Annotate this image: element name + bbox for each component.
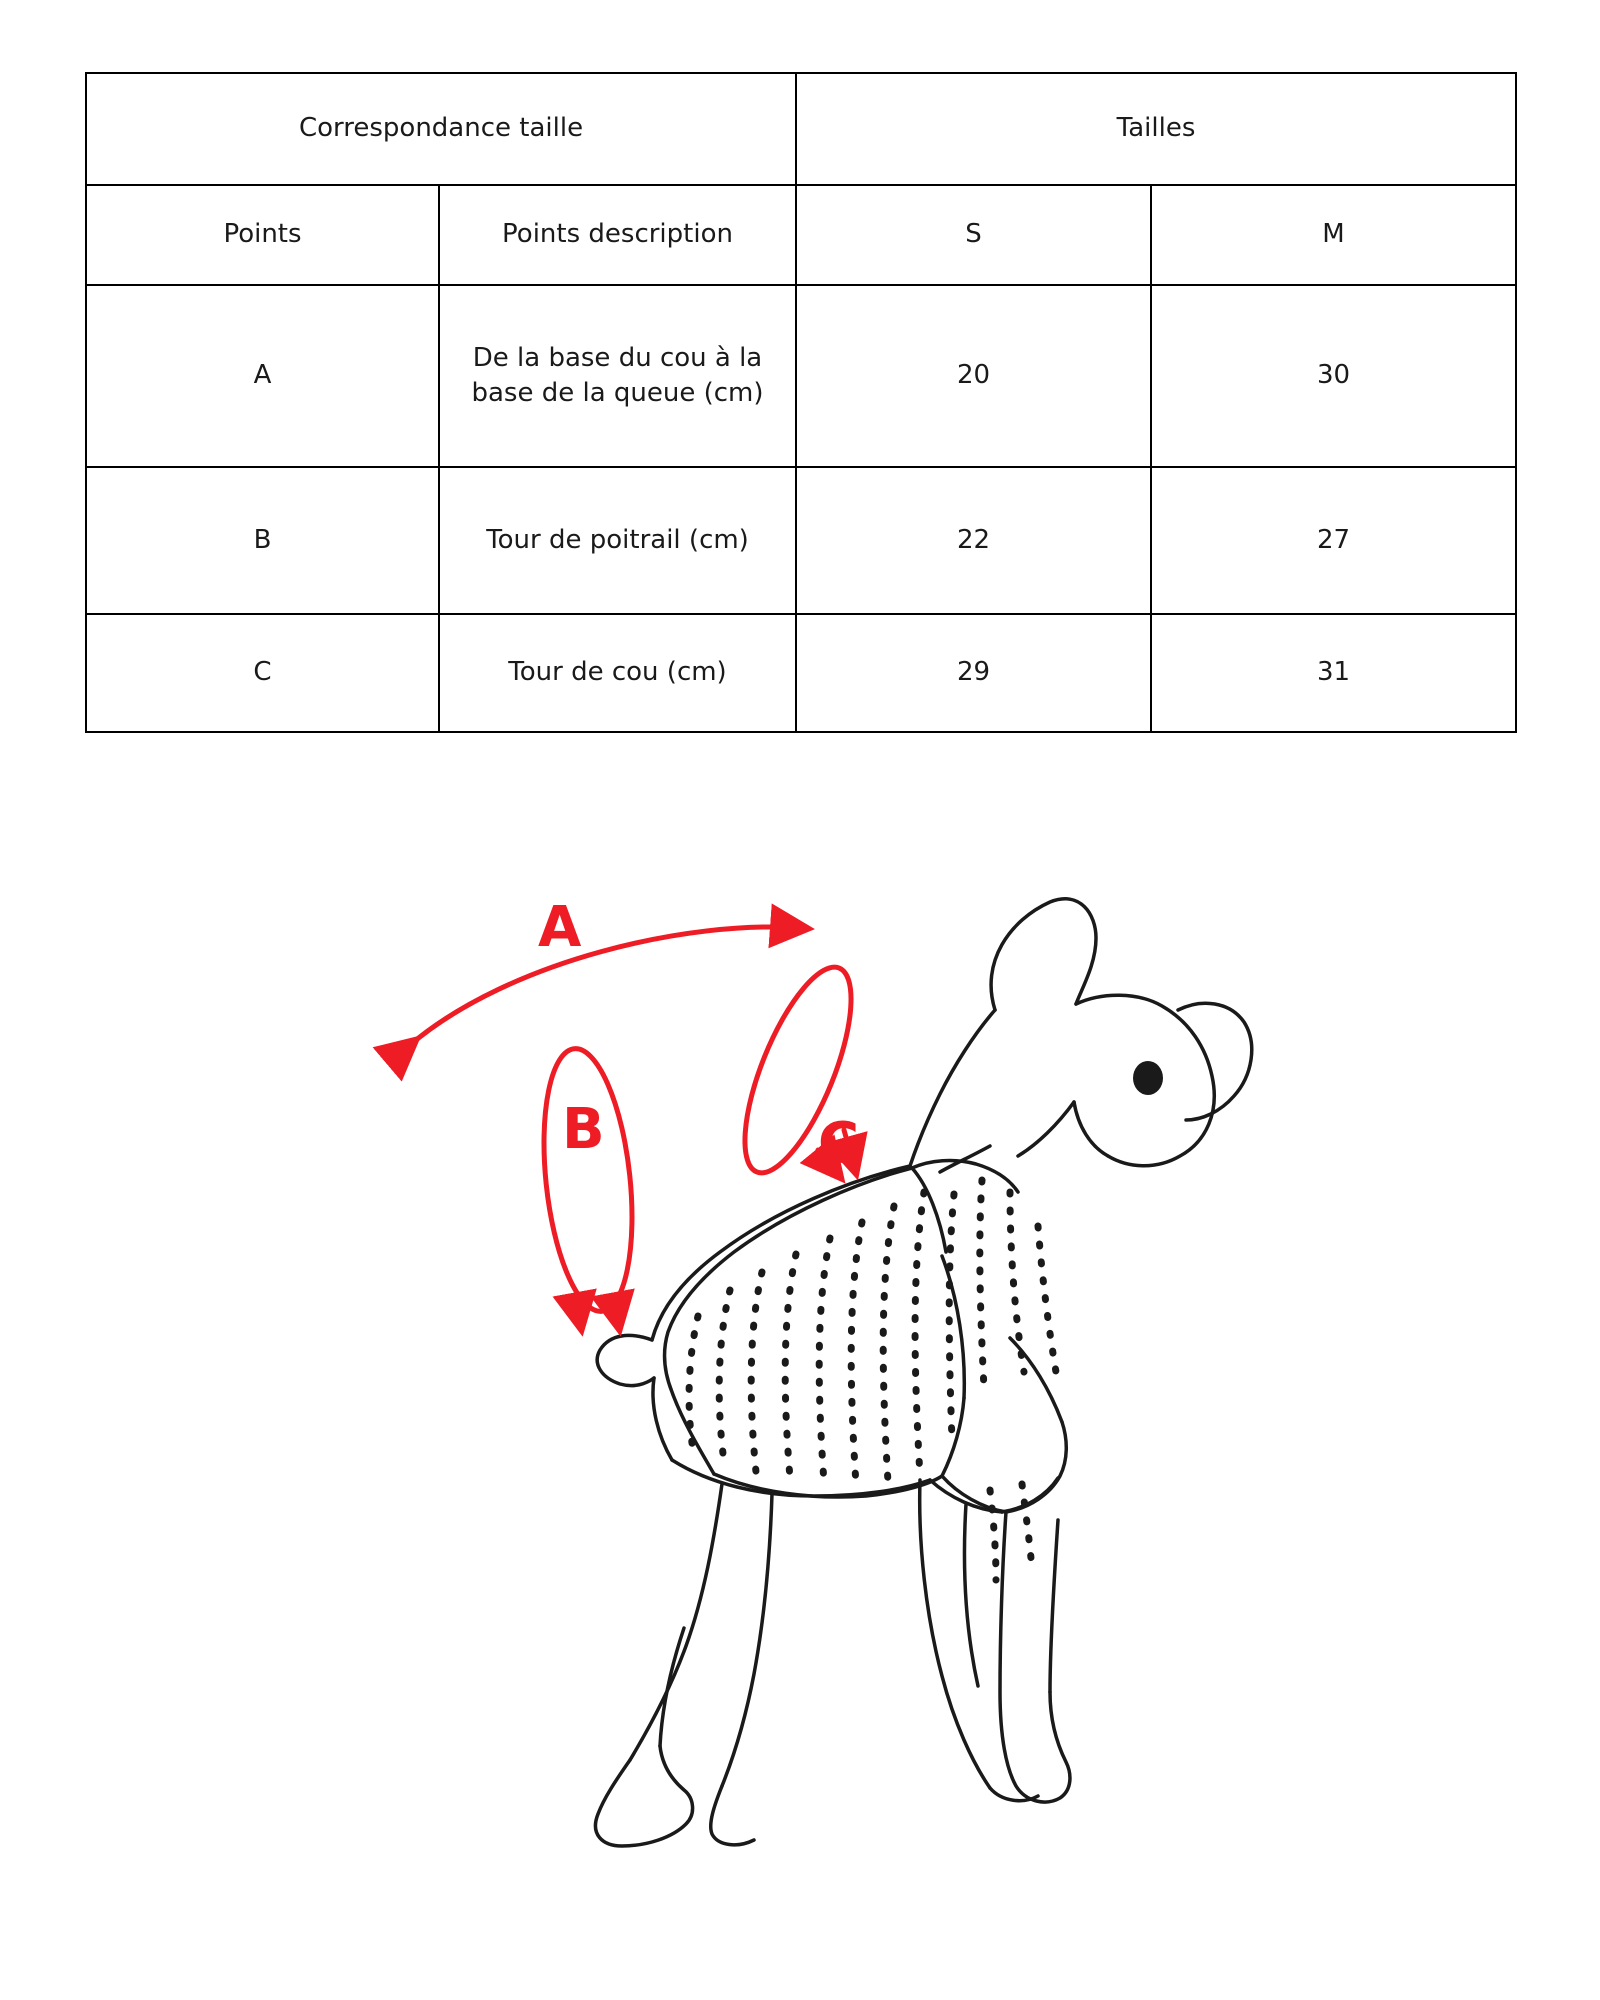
sweater-knit-texture — [689, 1180, 1056, 1580]
column-header-points: Points — [86, 185, 439, 285]
measurement-annotations — [410, 927, 873, 1322]
size-table-container — [85, 72, 1515, 733]
row-value-c-s: 29 — [796, 614, 1151, 732]
measure-ellipse-b — [532, 1044, 643, 1315]
measure-line-a — [410, 927, 800, 1045]
row-value-c-m: 31 — [1151, 614, 1516, 732]
header-correspondance: Correspondance taille — [86, 73, 796, 185]
label-c: C — [818, 1111, 860, 1176]
column-header-size-s: S — [796, 185, 1151, 285]
label-b: B — [562, 1097, 605, 1162]
row-point-c: C — [86, 614, 439, 732]
row-value-b-s: 22 — [796, 467, 1151, 614]
table-row — [86, 467, 1516, 614]
measurement-labels — [538, 895, 859, 1176]
measure-arrow-b1 — [576, 1300, 580, 1322]
row-description-c: Tour de cou (cm) — [439, 614, 796, 732]
table-row — [86, 614, 1516, 732]
row-point-b: B — [86, 467, 439, 614]
label-a: A — [538, 895, 582, 960]
size-table — [85, 72, 1517, 733]
column-header-points-description: Points description — [439, 185, 796, 285]
row-description-a: De la base du cou à la base de la queue (cm) — [439, 285, 796, 467]
table-header-row — [86, 73, 1516, 185]
table-row — [86, 285, 1516, 467]
row-value-b-m: 27 — [1151, 467, 1516, 614]
row-value-a-m: 30 — [1151, 285, 1516, 467]
row-description-b: Tour de poitrail (cm) — [439, 467, 796, 614]
table-subheader-row — [86, 185, 1516, 285]
row-value-a-s: 20 — [796, 285, 1151, 467]
row-point-a: A — [86, 285, 439, 467]
column-header-size-m: M — [1151, 185, 1516, 285]
dog-measurement-diagram — [290, 880, 1320, 1860]
header-tailles: Tailles — [796, 73, 1516, 185]
dog-outline — [595, 899, 1251, 1846]
